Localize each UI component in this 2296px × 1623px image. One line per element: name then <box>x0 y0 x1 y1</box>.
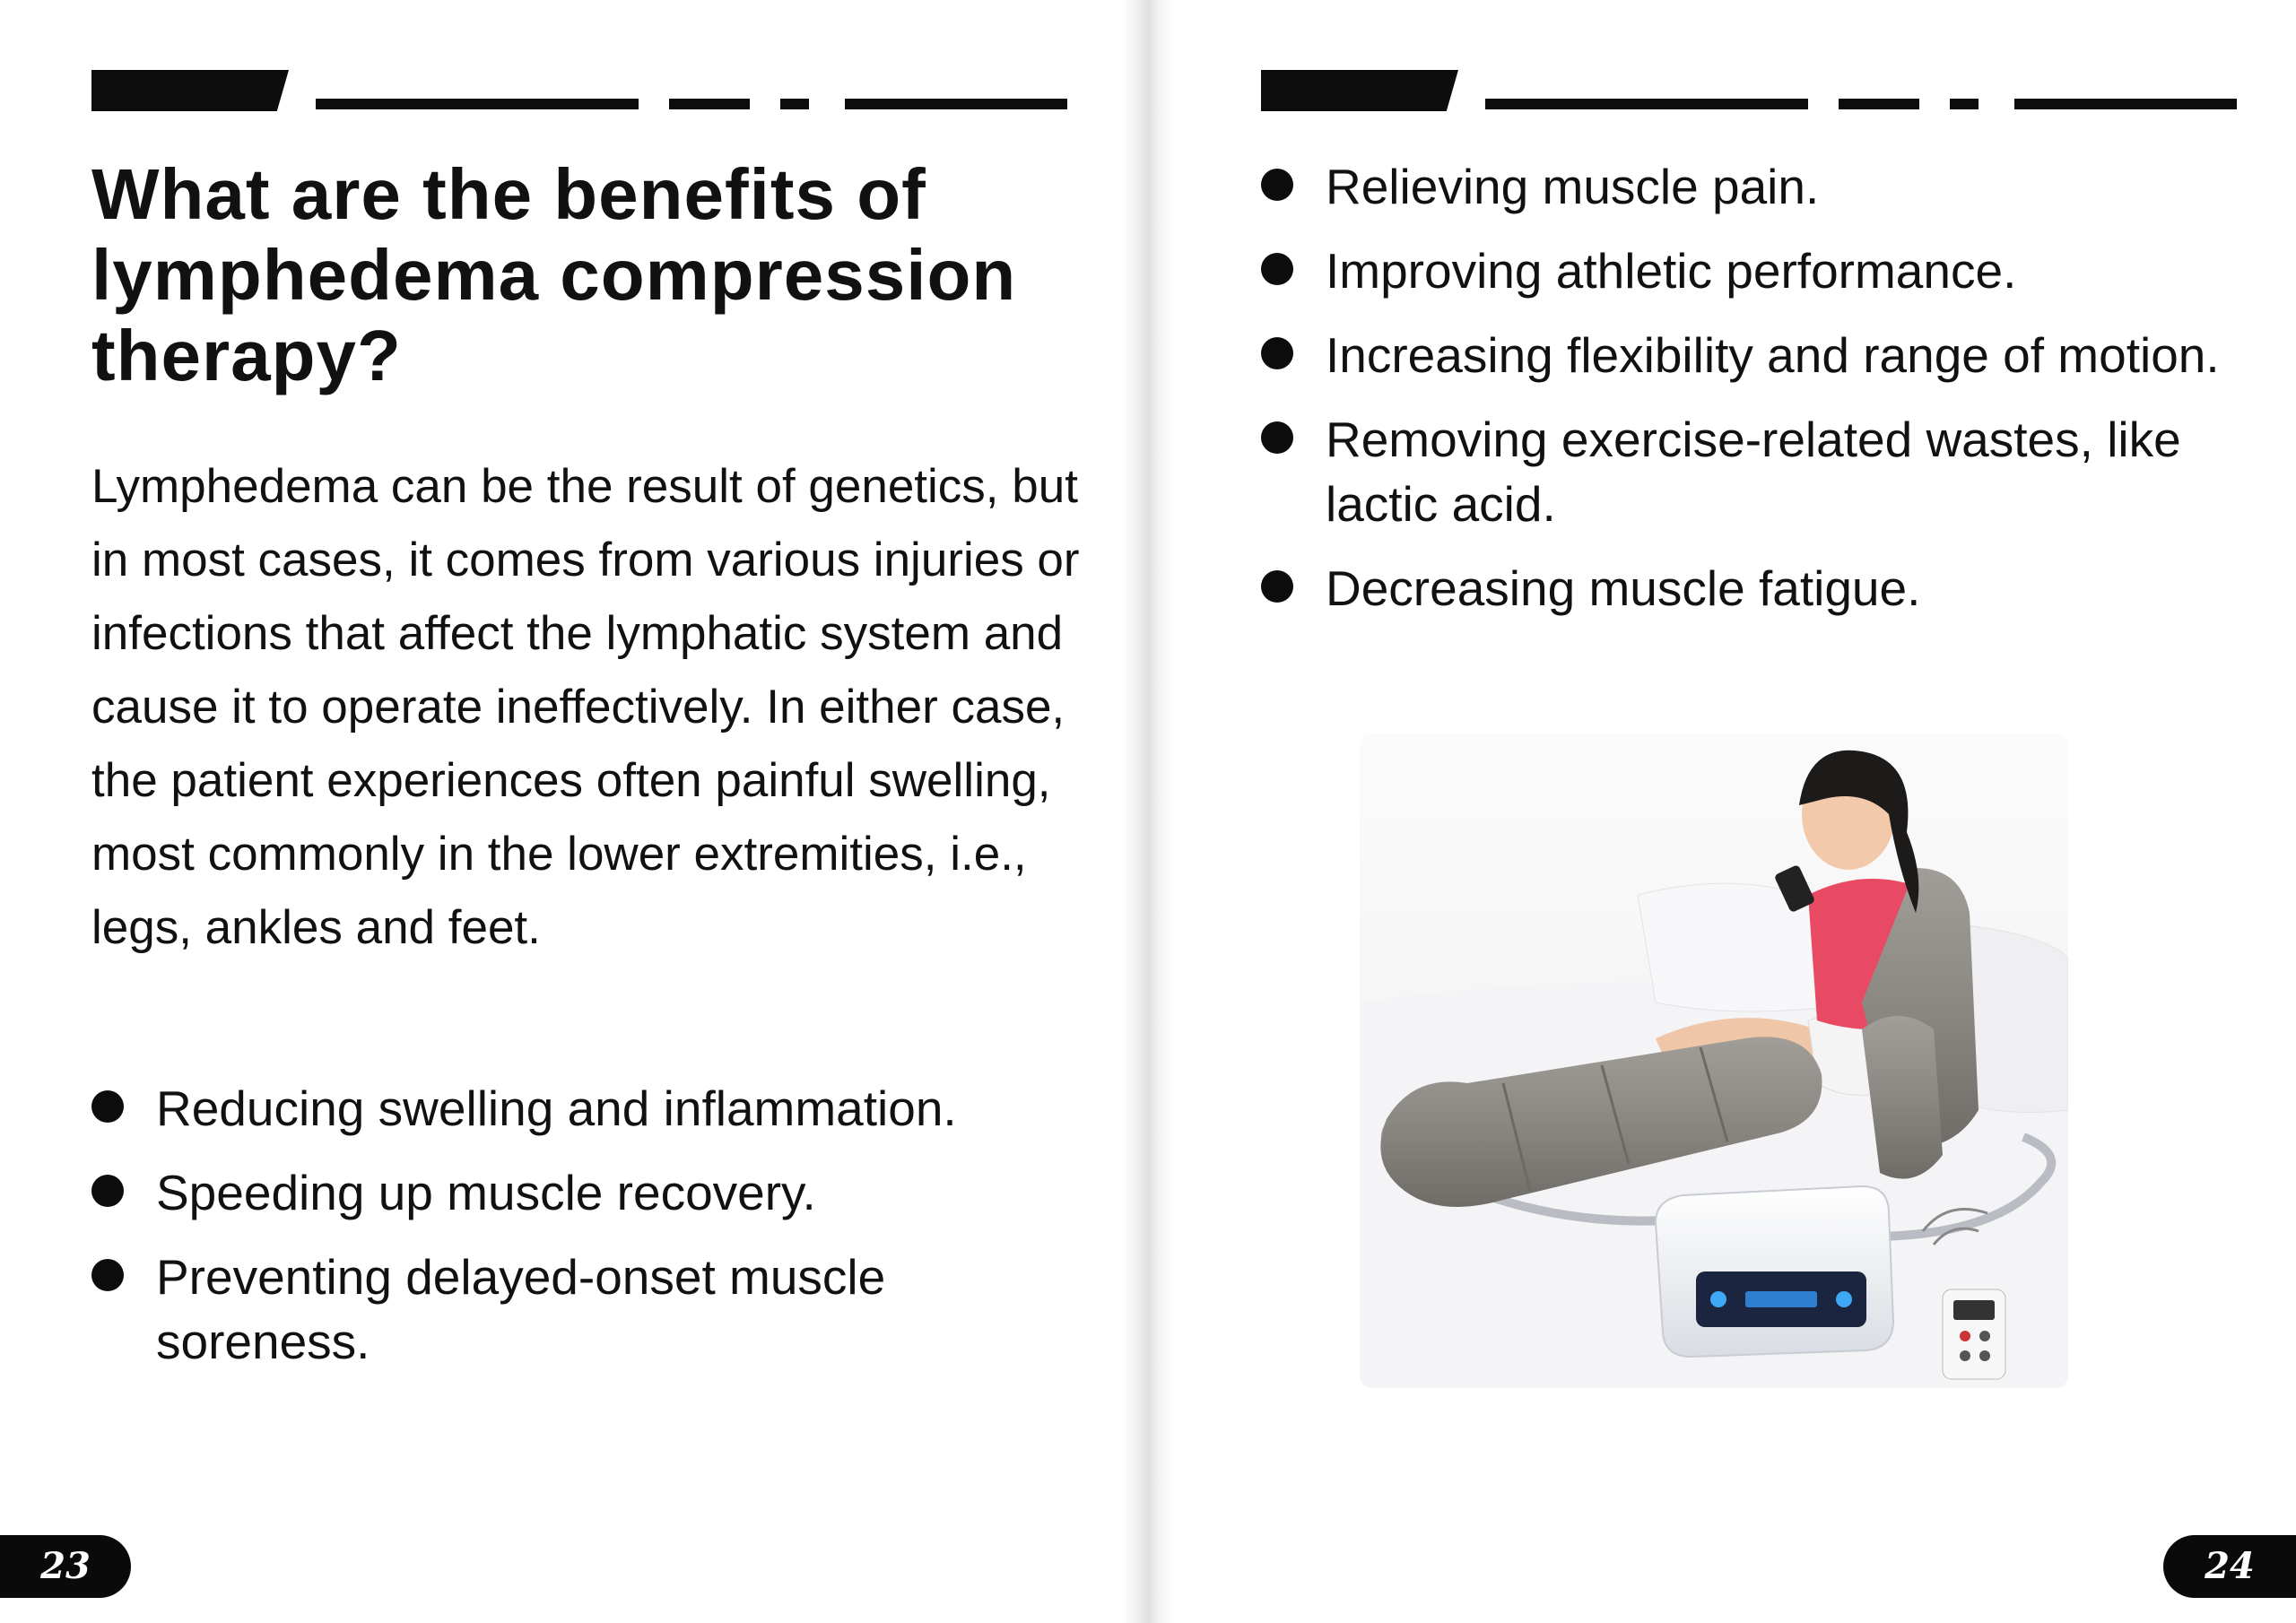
page-title: What are the benefits of lymphedema compression therapy? <box>91 154 1017 395</box>
list-item <box>91 1160 1078 1225</box>
left-page <box>0 0 1137 1623</box>
page-number-left: 23 <box>0 1535 131 1598</box>
list-item <box>91 1076 1078 1141</box>
header-dash <box>780 99 809 109</box>
header-dash <box>2014 99 2237 109</box>
list-item-text: Decreasing muscle fatigue. <box>1326 560 1921 616</box>
list-item <box>91 1245 1078 1374</box>
bullet-dot-icon <box>1261 253 1293 285</box>
compression-therapy-photo <box>1360 733 2068 1388</box>
list-item <box>1261 154 2266 219</box>
page-number-right: 24 <box>2163 1535 2296 1598</box>
book-spine-shadow <box>1121 0 1175 1623</box>
header-dash <box>1950 99 1979 109</box>
list-item <box>1261 239 2266 303</box>
list-item <box>1261 556 2266 621</box>
remote-button-icon <box>1960 1350 1970 1361</box>
header-bar-block <box>1261 70 1458 111</box>
header-dash <box>1839 99 1919 109</box>
benefits-list-left <box>91 1076 1078 1393</box>
list-item-text: Relieving muscle pain. <box>1326 159 1820 214</box>
list-item <box>1261 407 2266 536</box>
benefits-list-right <box>1261 154 2266 640</box>
device-button-icon <box>1836 1291 1852 1307</box>
device-button-icon <box>1710 1291 1726 1307</box>
remote-button-icon <box>1979 1331 1990 1341</box>
remote-screen <box>1953 1300 1995 1320</box>
list-item-text: Speeding up muscle recovery. <box>156 1165 816 1220</box>
header-decoration <box>91 70 1078 111</box>
device-level-meter <box>1745 1291 1817 1307</box>
list-item-text: Preventing delayed-onset muscle soreness. <box>156 1249 886 1369</box>
right-page <box>1137 0 2296 1623</box>
remote-button-icon <box>1979 1350 1990 1361</box>
list-item-text: Removing exercise-related wastes, like lactic acid. <box>1326 412 2181 532</box>
header-decoration <box>1261 70 2248 111</box>
bullet-dot-icon <box>91 1175 124 1207</box>
intro-paragraph: Lymphedema can be the result of genetics, but in most cases, it comes from various injuries or infections that affect the lymphatic system and cause it to operate ineffectively. In either case, the patient experiences often painful swelling, most commonly in the lower extremities, i.e., legs, ankles and feet. <box>91 460 1080 954</box>
bullet-dot-icon <box>91 1090 124 1123</box>
bullet-dot-icon <box>1261 337 1293 369</box>
list-item-text: Reducing swelling and inflammation. <box>156 1081 957 1136</box>
bullet-dot-icon <box>1261 421 1293 454</box>
list-item-text: Increasing flexibility and range of motion. <box>1326 327 2220 383</box>
therapy-illustration <box>1360 733 2068 1388</box>
header-dash <box>1485 99 1808 109</box>
bullet-dot-icon <box>1261 169 1293 201</box>
header-dash <box>845 99 1067 109</box>
bullet-dot-icon <box>91 1259 124 1291</box>
list-item <box>1261 323 2266 387</box>
header-dash <box>669 99 750 109</box>
remote-button-icon <box>1960 1331 1970 1341</box>
header-bar-block <box>91 70 289 111</box>
list-item-text: Improving athletic performance. <box>1326 243 2017 299</box>
bullet-dot-icon <box>1261 570 1293 603</box>
header-dash <box>316 99 639 109</box>
